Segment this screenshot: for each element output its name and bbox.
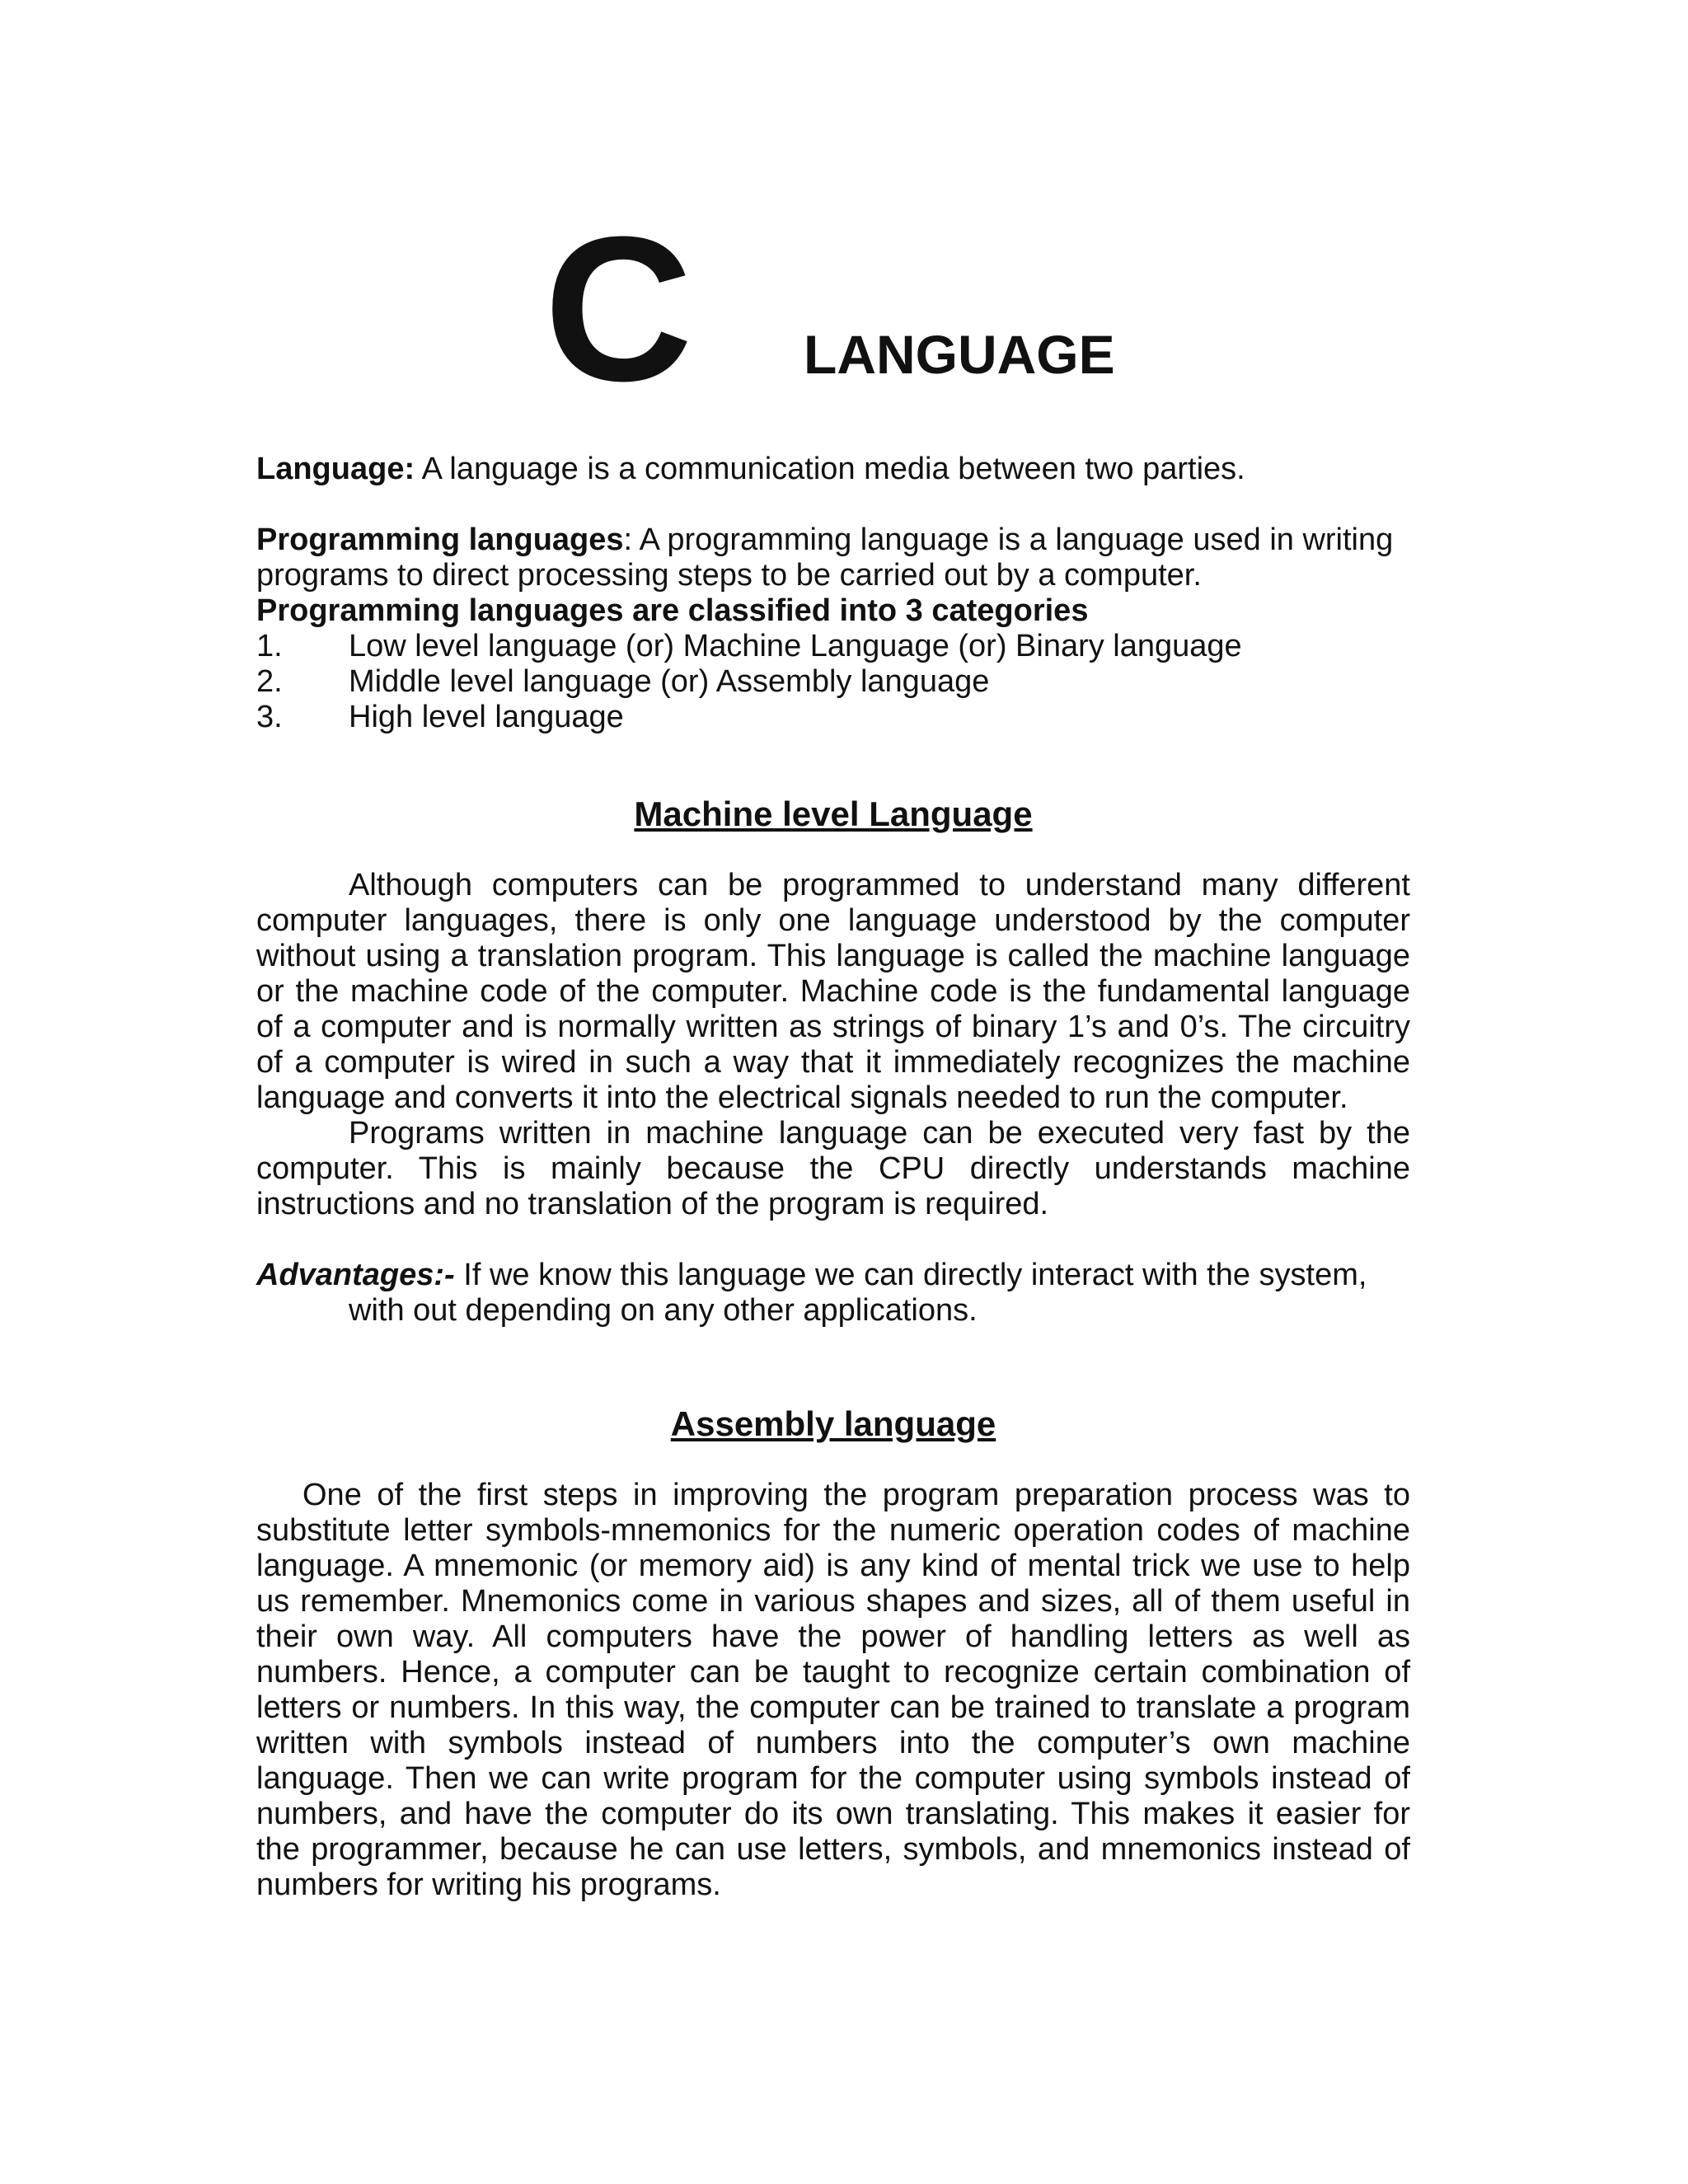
list-text: High level language <box>349 700 624 734</box>
spacer <box>256 735 1410 794</box>
machine-paragraph-2: Programs written in machine language can be executed very fast by the computer. This is mainly because the CPU directly understands machine instructions and no translation of the program is required. <box>256 1116 1410 1221</box>
list-item <box>256 664 1410 700</box>
machine-section-heading: Machine level Language <box>634 794 1033 833</box>
programming-languages-term: Programming languages <box>256 523 624 557</box>
assembly-section-heading: Assembly language <box>670 1404 996 1443</box>
programming-languages-text: : A programming language is a language used in writing programs to direct processing steps to be carried out by a computer. <box>256 523 1394 593</box>
list-number: 1. <box>256 629 283 663</box>
advantages-label: Advantages:- <box>256 1258 455 1292</box>
list-item <box>256 700 1410 735</box>
spacer <box>256 834 1410 868</box>
programming-languages-definition <box>256 523 1410 593</box>
spacer <box>256 1222 1410 1258</box>
title-letter: C <box>544 194 693 424</box>
document-body <box>256 452 1410 1903</box>
language-term: Language: <box>256 452 415 486</box>
categories-list <box>256 629 1410 735</box>
list-number: 2. <box>256 664 283 699</box>
list-item <box>256 629 1410 664</box>
advantages-text: If we know this language we can directly interact with the system, with out depending on any other applications. <box>349 1258 1367 1328</box>
list-text: Middle level language (or) Assembly language <box>349 664 990 699</box>
document-title <box>0 194 1688 424</box>
spacer <box>256 487 1410 523</box>
spacer <box>256 1444 1410 1478</box>
list-text: Low level language (or) Machine Language (or) Binary language <box>349 629 1242 663</box>
list-number: 3. <box>256 700 283 734</box>
title-word: LANGUAGE <box>804 324 1115 385</box>
machine-paragraph-1: Although computers can be programmed to understand many different computer languages, there is only one language understood by the computer without using a translation program. This language is called the machine language or the machine code of the computer. Machine code is the fundamental language of a computer and is normally written as strings of binary 1’s and 0’s. The circuitry of a computer is wired in such a way that it immediately recognizes the machine language and converts it into the electrical signals needed to run the computer. <box>256 868 1410 1115</box>
spacer <box>256 1329 1410 1404</box>
language-text: A language is a communication media between two parties. <box>415 452 1245 486</box>
assembly-paragraph: One of the first steps in improving the program preparation process was to substitute letter symbols-mnemonics for the numeric operation codes of machine language. A mnemonic (or memory aid) is any kind of mental trick we use to help us remember. Mnemonics come in various shapes and sizes, all of them useful in their own way. All computers have the power of handling letters as well as numbers. Hence, a computer can be taught to recognize certain combination of letters or numbers. In this way, the computer can be trained to translate a program written with symbols instead of numbers into the computer’s own machine language. Then we can write program for the computer using symbols instead of numbers, and have the computer do its own translating. This makes it easier for the programmer, because he can use letters, symbols, and mnemonics instead of numbers for writing his programs. <box>256 1478 1410 1902</box>
categories-heading: Programming languages are classified into 3 categories <box>256 593 1089 628</box>
advantages-paragraph <box>256 1258 1410 1329</box>
language-definition <box>256 452 1410 487</box>
